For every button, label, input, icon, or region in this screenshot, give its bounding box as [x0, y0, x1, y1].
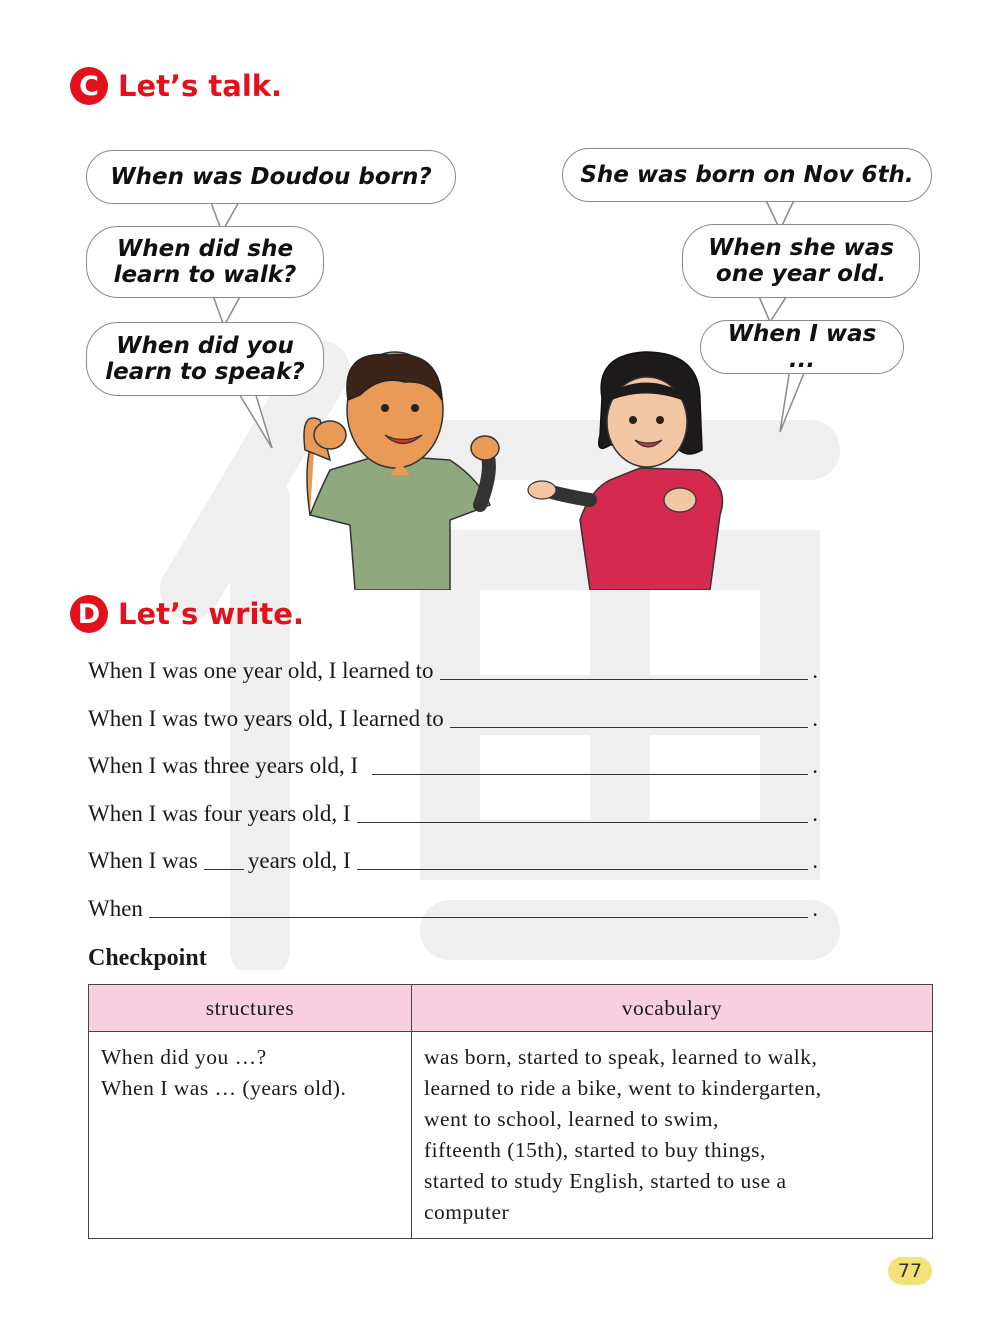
vocabulary-line: learned to ride a bike, went to kindergarten, [424, 1076, 822, 1100]
boy-figure [304, 352, 499, 590]
vocabulary-line: fifteenth (15th), started to buy things, [424, 1138, 766, 1162]
write-line-period: . [812, 896, 818, 921]
girl-figure [528, 352, 723, 590]
checkpoint-body-row [89, 1032, 933, 1239]
vocabulary-header: vocabulary [412, 985, 933, 1032]
section-c-badge: C [70, 67, 108, 105]
section-d-header [70, 594, 304, 634]
vocabulary-line: was born, started to speak, learned to walk, [424, 1045, 818, 1069]
vocabulary-cell [412, 1032, 933, 1239]
write-line-3 [88, 745, 818, 779]
write-line-1 [88, 650, 818, 684]
vocabulary-line: started to study English, started to use a [424, 1169, 787, 1193]
vocabulary-line: computer [424, 1200, 510, 1224]
answer-blank[interactable] [450, 703, 809, 728]
answer-blank[interactable] [372, 750, 808, 775]
structures-cell [89, 1032, 412, 1239]
speech-bubble-a3: When I was ... [700, 320, 904, 374]
write-line-prefix: When [88, 896, 143, 921]
write-line-period: . [812, 848, 818, 873]
checkpoint-table [88, 984, 933, 1239]
answer-blank[interactable] [357, 798, 809, 823]
speech-bubble-q1: When was Doudou born? [86, 150, 456, 204]
speech-bubble-a1: She was born on Nov 6th. [562, 148, 932, 202]
write-line-2 [88, 698, 818, 732]
page-number: 77 [888, 1257, 932, 1285]
structure-item: When I was … (years old). [101, 1076, 347, 1100]
structure-item: When did you …? [101, 1045, 267, 1069]
checkpoint-header-row [89, 985, 933, 1032]
answer-blank[interactable] [357, 845, 809, 870]
answer-blank[interactable] [440, 655, 809, 680]
age-blank[interactable] [204, 845, 244, 870]
section-d-badge: D [70, 595, 108, 633]
write-line-4 [88, 793, 818, 827]
write-line-6 [88, 888, 818, 922]
speech-bubble-a2: When she was one year old. [682, 224, 920, 298]
write-line-prefix: When I was three years old, I [88, 753, 359, 778]
checkpoint-title: Checkpoint [88, 945, 207, 971]
children-illustration [290, 340, 760, 590]
vocabulary-line: went to school, learned to swim, [424, 1107, 719, 1131]
write-line-period: . [812, 753, 818, 778]
speech-bubble-q3: When did you learn to speak? [86, 322, 324, 396]
speech-bubble-q2: When did she learn to walk? [86, 226, 324, 298]
write-line-middle: years old, I [247, 848, 351, 873]
write-line-prefix: When I was four years old, I [88, 801, 351, 826]
answer-blank[interactable] [149, 893, 808, 918]
write-line-period: . [812, 801, 818, 826]
section-c-title: Let’s talk. [118, 69, 283, 103]
structures-header: structures [89, 985, 412, 1032]
write-line-5 [88, 840, 818, 874]
write-line-prefix: When I was [88, 848, 198, 873]
write-line-period: . [812, 658, 818, 683]
write-line-prefix: When I was one year old, I learned to [88, 658, 434, 683]
write-line-prefix: When I was two years old, I learned to [88, 706, 444, 731]
section-d-title: Let’s write. [118, 597, 304, 631]
write-line-period: . [812, 706, 818, 731]
